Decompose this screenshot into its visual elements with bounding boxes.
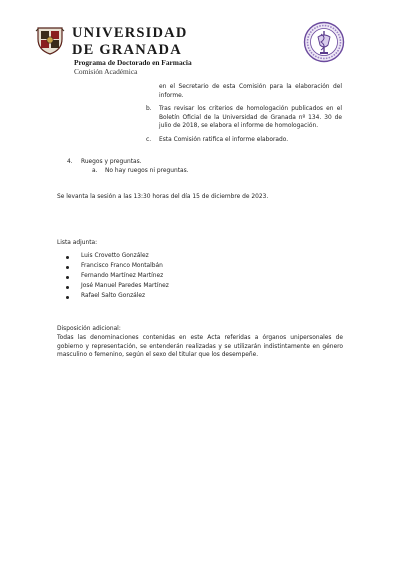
attendee-item: Fernando Martínez Martínez: [81, 273, 164, 279]
item-4-title: Ruegos y preguntas.: [81, 159, 142, 165]
attendee-item: José Manuel Paredes Martínez: [81, 283, 169, 289]
list-bullet: [66, 296, 69, 299]
item-4a-marker: a.: [92, 168, 98, 174]
item-4a-text: No hay ruegos ni preguntas.: [105, 168, 189, 174]
university-wordmark: [72, 26, 188, 57]
attendee-item: Francisco Franco Montalbán: [81, 263, 163, 269]
disposition-title: Disposición adicional:: [57, 326, 121, 332]
list-bullet: [66, 286, 69, 289]
faculty-seal-logo: [303, 21, 345, 63]
item-b-text: Tras revisar los criterios de homologación publicados en el Boletín Oficial de la Universidad de Granada nº 134. 30 de julio de 2018, se elabora el informe de homologación.: [159, 106, 342, 130]
committee-name: Comisión Académica: [74, 67, 138, 76]
list-bullet: [66, 266, 69, 269]
session-closing: Se levanta la sesión a las 13:30 horas del día 15 de diciembre de 2023.: [57, 194, 269, 200]
attendees-title: Lista adjunta:: [57, 240, 98, 246]
list-bullet: [66, 276, 69, 279]
attendee-item: Rafael Salto González: [81, 293, 146, 299]
university-wordmark-line2: DE GRANADA: [72, 41, 182, 58]
item-c-marker: c.: [146, 137, 152, 143]
item-c-text: Esta Comisión ratifica el informe elaborado.: [159, 137, 289, 143]
disposition-text: Todas las denominaciones contenidas en este Acta referidas a órganos unipersonales de gobierno y representación, se entenderán realizadas y se utilizarán indistintamente en género masculino o femenino, según el sexo del titular que los desempeñe.: [57, 335, 343, 359]
item-a-continuation: en el Secretario de esta Comisión para la elaboración del informe.: [159, 84, 342, 99]
item-4-marker: 4.: [67, 159, 73, 165]
university-wordmark-line1: UNIVERSIDAD: [72, 25, 188, 41]
program-title: Programa de Doctorado en Farmacia: [74, 58, 192, 67]
list-bullet: [66, 256, 69, 259]
university-crest-logo: [34, 25, 66, 55]
attendee-item: Luis Crovetto González: [81, 253, 149, 259]
item-b-marker: b.: [146, 106, 152, 112]
